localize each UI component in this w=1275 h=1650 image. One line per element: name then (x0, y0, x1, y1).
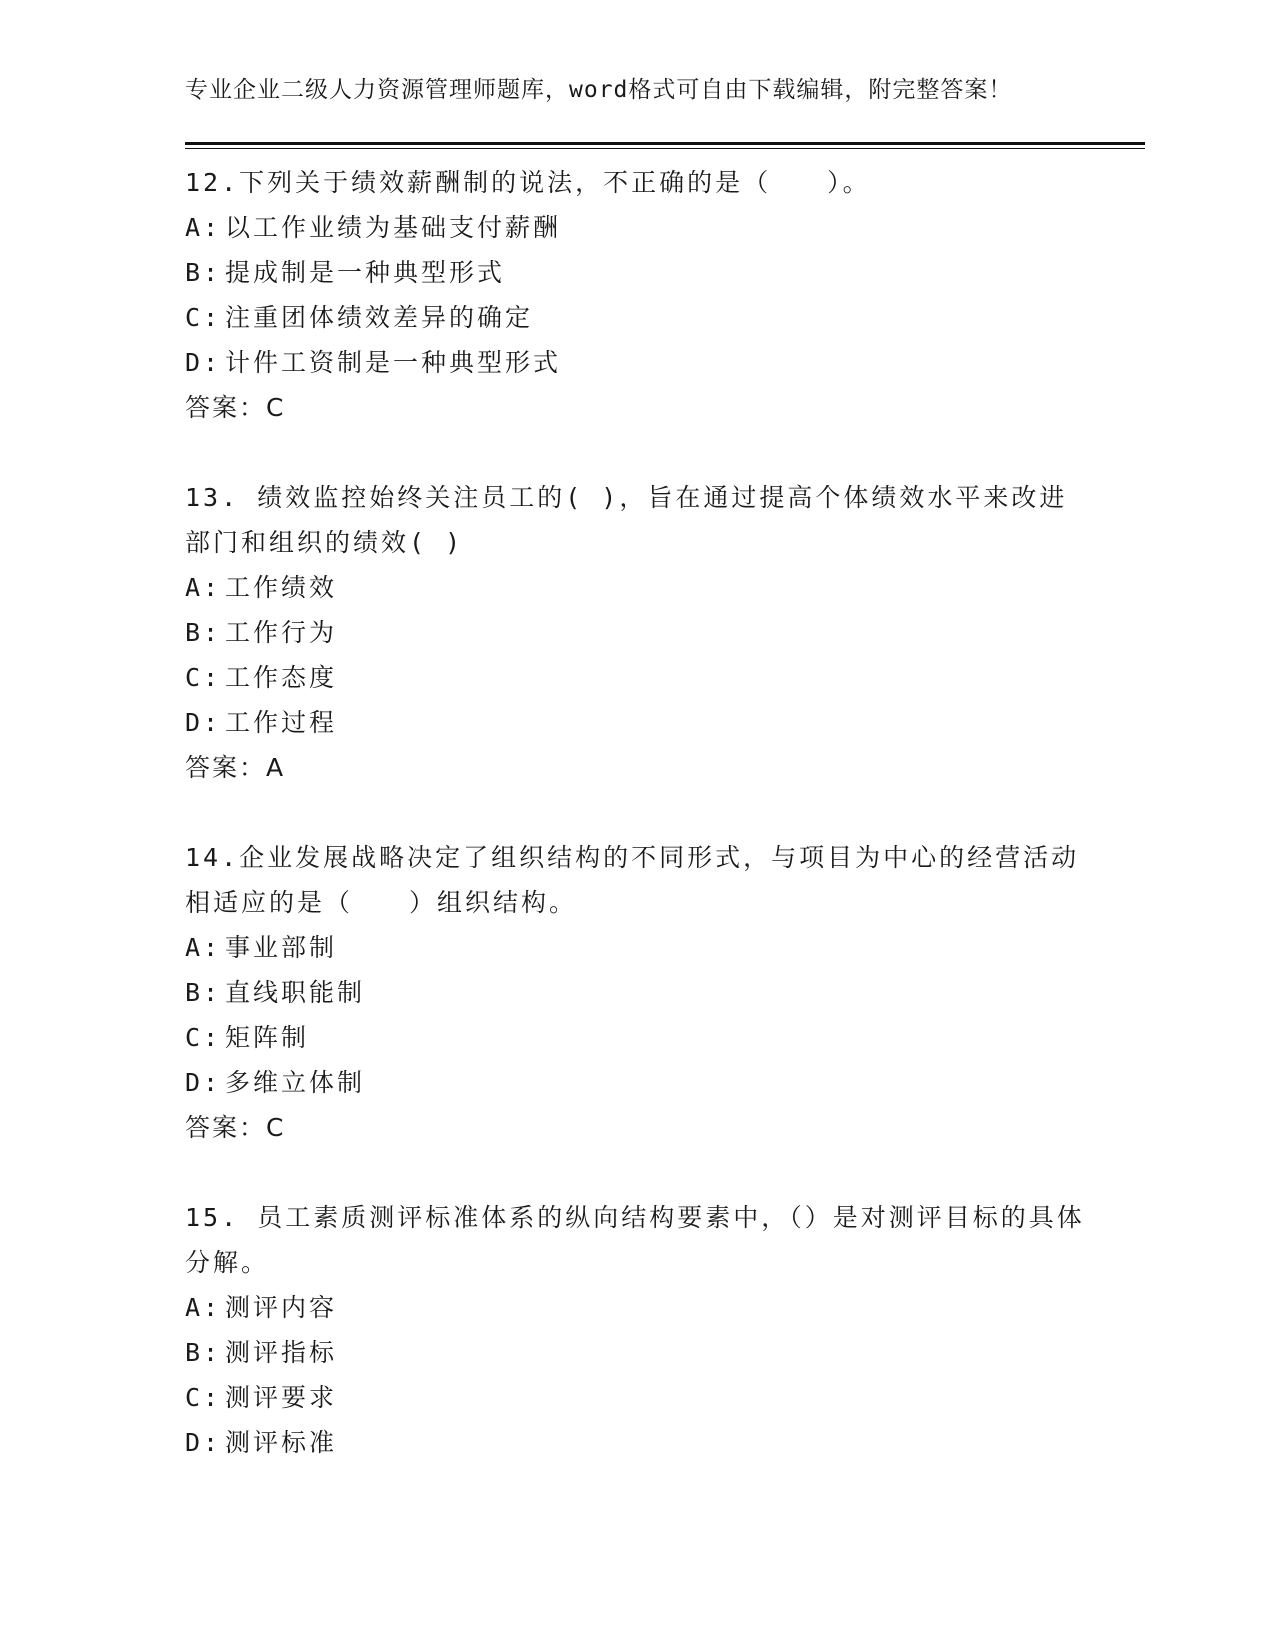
option-b (185, 610, 1085, 655)
option-letter: B: (185, 258, 222, 287)
option-c (185, 295, 1085, 340)
option-letter: B: (185, 978, 222, 1007)
question-text: 13. 绩效监控始终关注员工的( )，旨在通过提高个体绩效水平来改进部门和组织的绩效( ) (185, 483, 1068, 557)
option-letter: A: (185, 213, 222, 242)
option-text: 测评要求 (225, 1383, 338, 1412)
option-d (185, 1420, 1085, 1465)
option-letter: D: (185, 1428, 222, 1457)
option-letter: A: (185, 1293, 222, 1322)
answer: 答案：C (185, 1113, 286, 1142)
option-text: 多维立体制 (225, 1068, 366, 1097)
option-b (185, 970, 1085, 1015)
option-letter: D: (185, 1068, 222, 1097)
option-d (185, 700, 1085, 745)
option-letter: B: (185, 1338, 222, 1367)
option-a (185, 1285, 1085, 1330)
option-letter: B: (185, 618, 222, 647)
header-divider (185, 142, 1145, 149)
option-c (185, 655, 1085, 700)
option-a (185, 925, 1085, 970)
answer: 答案：C (185, 393, 286, 422)
option-a (185, 565, 1085, 610)
option-text: 计件工资制是一种典型形式 (225, 348, 562, 377)
option-letter: D: (185, 708, 222, 737)
option-text: 提成制是一种典型形式 (225, 258, 506, 287)
option-d (185, 1060, 1085, 1105)
option-text: 测评内容 (225, 1293, 338, 1322)
option-b (185, 1330, 1085, 1375)
question-15 (185, 1195, 1085, 1465)
option-b (185, 250, 1085, 295)
option-text: 工作过程 (225, 708, 338, 737)
option-letter: C: (185, 1023, 222, 1052)
option-text: 事业部制 (225, 933, 338, 962)
option-letter: C: (185, 1383, 222, 1412)
option-text: 工作绩效 (225, 573, 338, 602)
option-text: 直线职能制 (225, 978, 366, 1007)
question-12 (185, 160, 1085, 430)
question-13 (185, 475, 1085, 790)
option-c (185, 1375, 1085, 1420)
option-letter: A: (185, 933, 222, 962)
option-letter: A: (185, 573, 222, 602)
option-c (185, 1015, 1085, 1060)
question-text: 14.企业发展战略决定了组织结构的不同形式，与项目为中心的经营活动相适应的是（ ）组织结构。 (185, 843, 1080, 917)
question-list (185, 160, 1085, 1510)
option-d (185, 340, 1085, 385)
question-14 (185, 835, 1085, 1150)
question-text: 12.下列关于绩效薪酬制的说法，不正确的是（ ）。 (185, 168, 871, 197)
option-text: 工作态度 (225, 663, 338, 692)
page-header: 专业企业二级人力资源管理师题库，word格式可自由下载编辑，附完整答案！ (185, 77, 1013, 103)
option-text: 以工作业绩为基础支付薪酬 (225, 213, 562, 242)
option-letter: C: (185, 663, 222, 692)
option-a (185, 205, 1085, 250)
question-text: 15. 员工素质测评标准体系的纵向结构要素中，（）是对测评目标的具体分解。 (185, 1203, 1085, 1277)
answer: 答案：A (185, 753, 286, 782)
option-text: 注重团体绩效差异的确定 (225, 303, 534, 332)
option-text: 工作行为 (225, 618, 338, 647)
option-text: 矩阵制 (225, 1023, 310, 1052)
option-letter: D: (185, 348, 222, 377)
option-text: 测评指标 (225, 1338, 338, 1367)
option-letter: C: (185, 303, 222, 332)
option-text: 测评标准 (225, 1428, 338, 1457)
